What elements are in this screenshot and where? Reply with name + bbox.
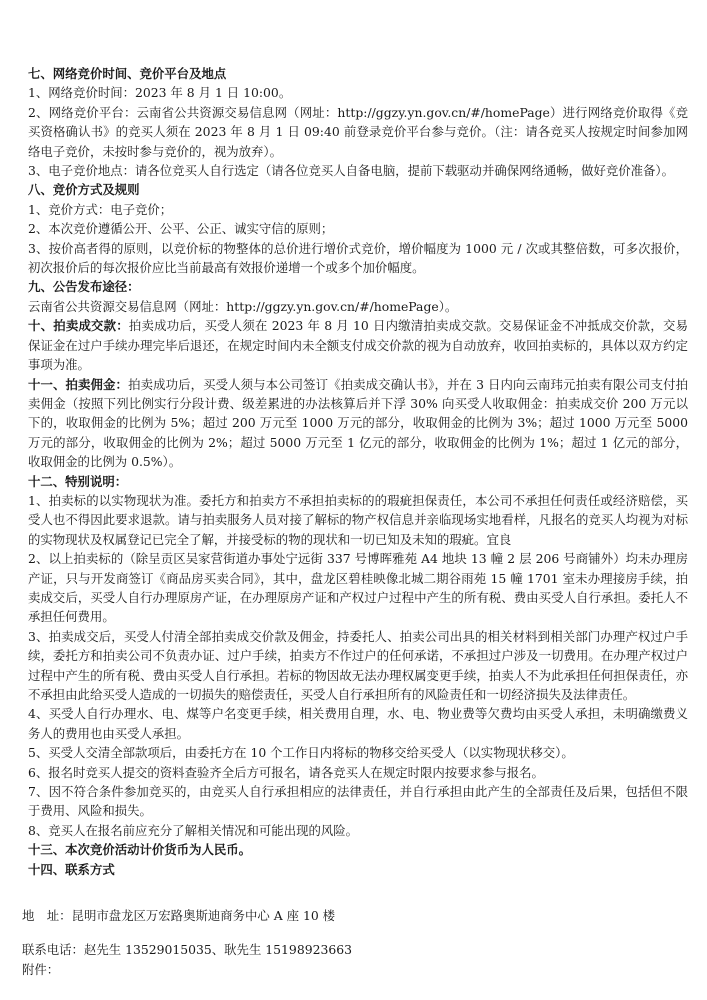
section-12-item-2: 2、以上拍卖标的（除呈贡区吴家营街道办事处宁远街 337 号博晖雅苑 A4 地块 13 幢 2 层 206 号商铺外）均未办理房产证，只与开发商签订《商品房买卖合同》，其中，盘龙区碧桂映像北城二期谷雨苑 15 幢 1701 室未办理接房手续，拍卖成交后，买受人自行办理原房产证，在办理原房产证和产权过户过程中产生的所有税、费由买受人自行承担。委托人不承担任何费用。 [28,551,688,625]
section-10 [28,316,688,374]
section-12-item-5: 5、买受人交清全部款项后，由委托方在 10 个工作日内将标的物移交给买受人（以实物现状移交）。 [28,745,574,761]
section-11-title: 十一、拍卖佣金： [28,376,129,392]
section-8-item-1: 1、竞价方式：电子竞价； [28,201,173,217]
section-11-text: 拍卖成功后，买受人须与本公司签订《拍卖成交确认书》，并在 3 日内向云南玮元拍卖有限公司支付拍卖佣金（按照下列比例实行分段计费、级差累进的办法核算后并下浮 30% 向买受人收取佣金：拍卖成交价 200 万元以下的，收取佣金的比例为 5%；超过 200 万元至 1000 万元的部分，收取佣金的比例为 3%；超过 1000 万元至 5000 万元的部分，收取佣金的比例为 2%；超过 5000 万元至 1 亿元的部分，收取佣金的比例为 1%；超过 1 亿元的部分，收取佣金的比例为 0.5%）。 [28,376,689,470]
section-13-title: 十三、本次竞价活动计价货币为人民币。 [28,842,252,858]
section-12-item-7: 7、因不符合条件参加竞买的，由竞买人自行承担相应的法律责任，并自行承担由此产生的全部责任及后果，包括但不限于费用、风险和损失。 [28,784,688,819]
section-9-item-1: 云南省公共资源交易信息网（网址：http://ggzy.yn.gov.cn/#/homePage）。 [28,298,458,314]
section-12-item-6: 6、报名时竞买人提交的资料查验齐全后方可报名，请各竞买人在规定时限内按要求参与报名。 [28,764,544,780]
announcement-body [28,64,688,879]
attachment-label: 附件： [22,962,60,977]
section-10-title: 十、拍卖成交款： [28,318,129,334]
section-7-title: 七、网络竞价时间、竞价平台及地点 [28,66,227,81]
section-8-item-3: 3、按价高者得的原则，以竞价标的物整体的总价进行增价式竞价，增价幅度为 1000 元 / 次或其整倍数，可多次报价，初次报价后的每次报价应比当前最高有效报价递增一个或多个加价幅度。 [28,240,688,276]
section-11 [28,375,688,472]
section-14-title: 十四、联系方式 [28,861,115,877]
section-7-item-2: 2、网络竞价平台：云南省公共资源交易信息网（网址：http://ggzy.yn.gov.cn/#/homePage）进行网络竞价取得《竞买资格确认书》的竞买人须在 2023 年 8 月 1 日 09:40 前登录竞价平台参与竞价。（注：请各竞买人按规定时间参加网络电子竞价，未按时参与竞价的，视为放弃）。 [28,104,688,159]
section-12-item-3: 3、拍卖成交后，买受人付清全部拍卖成交价款及佣金，持委托人、拍卖公司出具的相关材料到相关部门办理产权过户手续，委托方和拍卖公司不负责办证、过户手续，拍卖方不作过户的任何承诺，不承担过户涉及一切费用。在办理产权过户过程中产生的所有税、费由买受人自行承担。若标的物因故无法办理权属变更手续，拍卖人不为此承担任何担保责任，亦不承担由此给买受人造成的一切损失的赔偿责任，买受人自行承担所有的风险责任和一切经济损失及法律责任。 [28,628,688,702]
section-7-item-1: 1、网络竞价时间：2023 年 8 月 1 日 10:00。 [28,85,292,101]
section-12-item-8: 8、竞买人在报名前应充分了解相关情况和可能出现的风险。 [28,822,359,838]
section-8-title: 八、竞价方式及规则 [28,182,140,198]
section-8-item-2: 2、本次竞价遵循公开、公平、公正、诚实守信的原则； [28,221,334,237]
section-7-item-3: 3、电子竞价地点：请各位竞买人自行选定（请各位竞买人自备电脑，提前下载驱动并确保网络通畅，做好竞价准备）。 [28,163,674,179]
section-10-text: 拍卖成功后，买受人须在 2023 年 8 月 10 日内缴清拍卖成交款。交易保证金不冲抵成交价款，交易保证金在过户手续办理完毕后退还，在规定时间内未全额支付成交价款的视为自动放弃，收回拍卖标的，具体以双方约定事项为准。 [28,318,688,373]
section-12-title: 十二、特别说明： [28,473,128,489]
section-9-title: 九、公告发布途径： [28,279,140,295]
contact-address: 地 址：昆明市盘龙区万宏路奥斯迪商务中心 A 座 10 楼 [22,908,336,923]
contact-phone: 联系电话：赵先生 13529015035、耿先生 15198923663 [22,942,352,957]
section-12-item-1: 1、拍卖标的以实物现状为准。委托方和拍卖方不承担拍卖标的的瑕疵担保责任，本公司不承担任何责任或经济赔偿，买受人也不得因此要求退款。请与拍卖服务人员对接了解标的物产权信息并亲临现场实地看样，凡报名的竞买人均视为对标的实物现状及权属登记已完全了解，并接受标的物的现状和一切已知及未知的瑕疵。宜良 [28,492,688,547]
section-12-item-4: 4、买受人自行办理水、电、煤等户名变更手续，相关费用自理，水、电、物业费等欠费均由买受人承担，未明确缴费义务人的费用也由买受人承担。 [28,706,688,741]
